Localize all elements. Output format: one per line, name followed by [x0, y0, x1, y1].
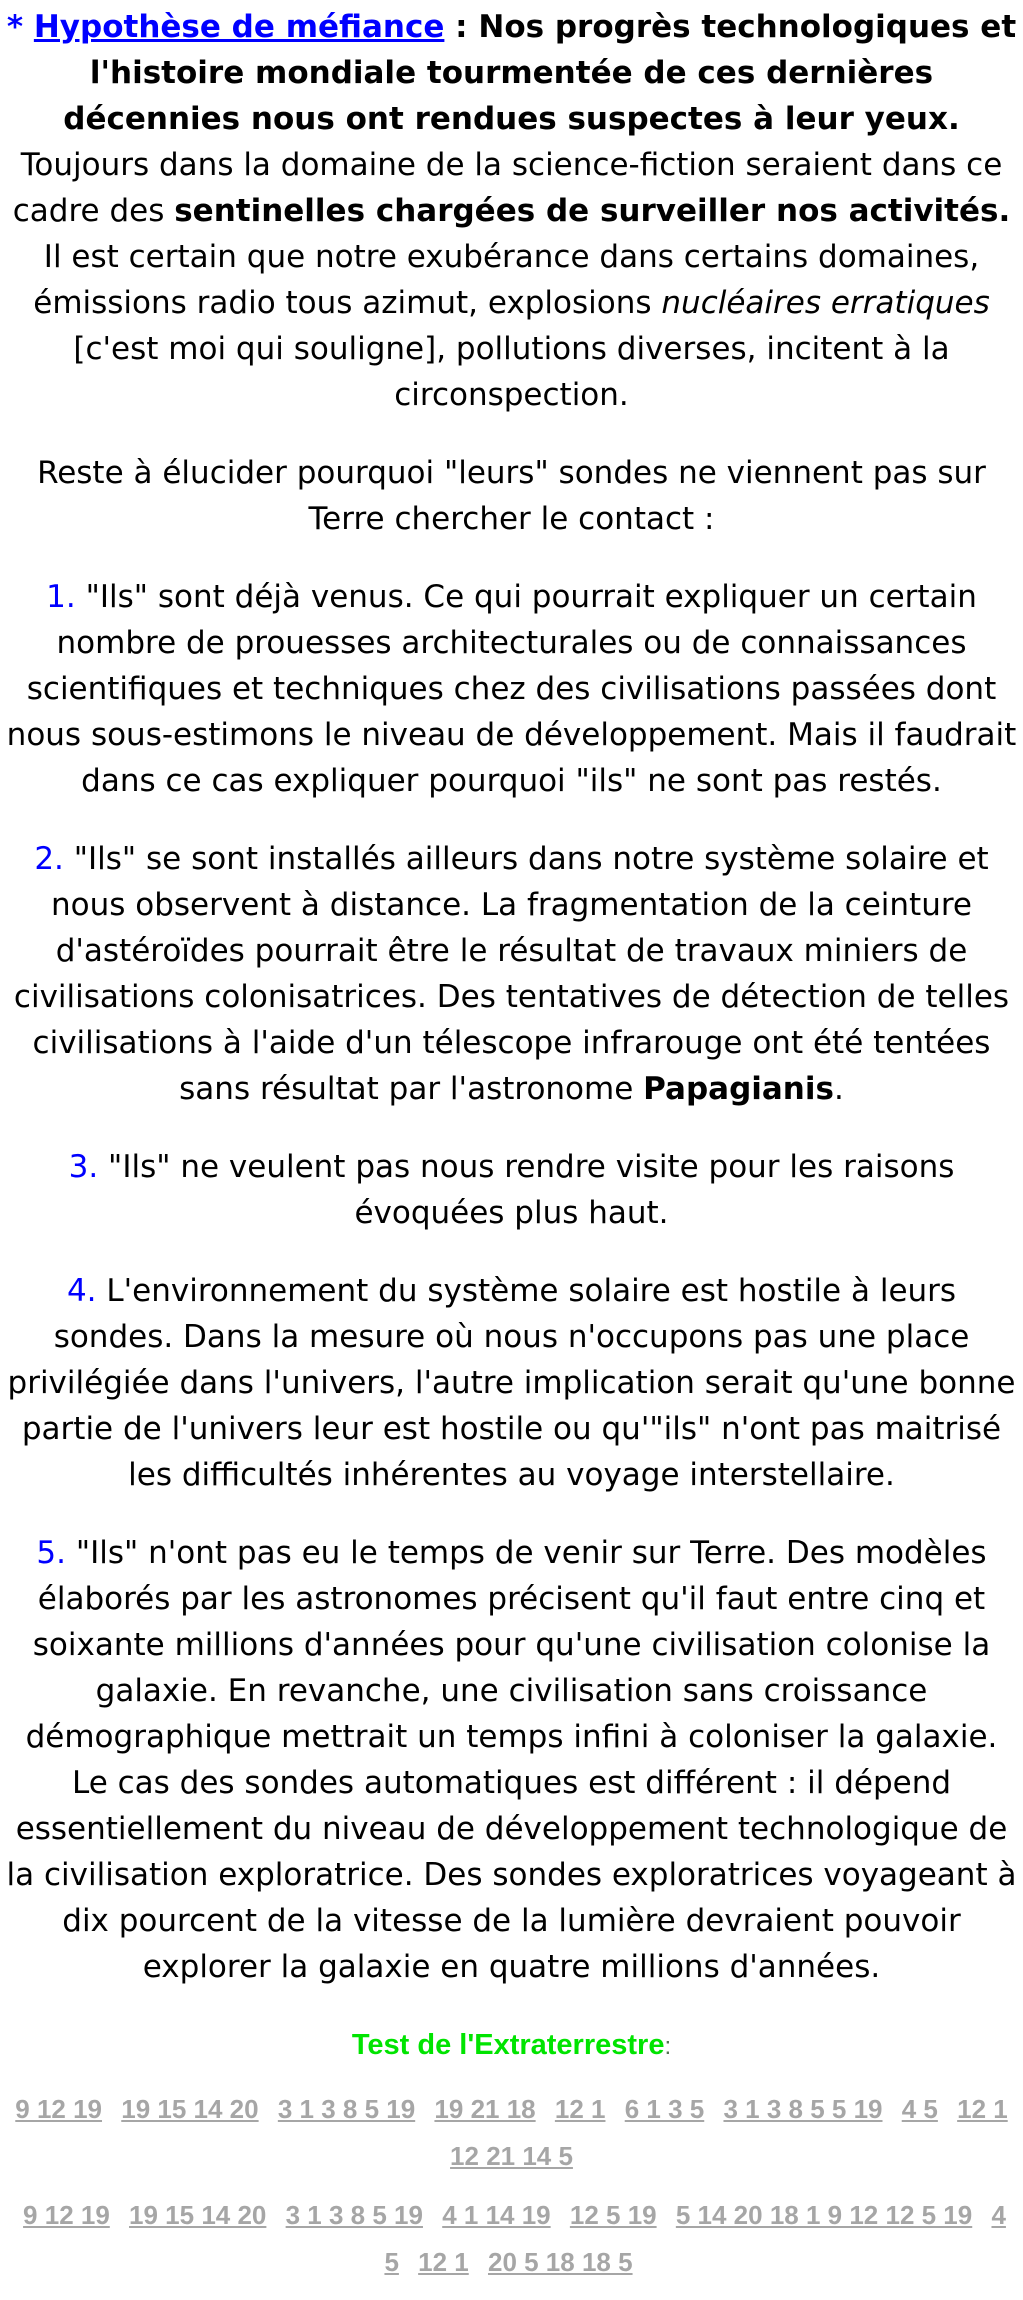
item-number-4: 4. [66, 1273, 97, 1309]
item-number-3: 3. [68, 1149, 99, 1185]
item-number-1: 1. [46, 579, 76, 615]
test-heading-text: Test de l'Extraterrestre [351, 2029, 665, 2061]
intro-bold-lead: : Nos progrès technologiques et l'histoire mondiale tourmentée de ces dernières décennies nous ont rendues suspectes à leur yeux. [63, 9, 1017, 137]
cipher-link[interactable]: 9 12 19 [15, 2094, 103, 2124]
cipher-link[interactable]: 12 5 19 [569, 2200, 657, 2230]
item-number-5: 5. [36, 1535, 66, 1571]
cipher-link[interactable]: 19 15 14 20 [129, 2200, 267, 2230]
cipher-link[interactable]: 19 21 18 [434, 2094, 536, 2124]
intro-bold-sentinelles: sentinelles chargées de surveiller nos activités. [174, 193, 1011, 229]
item-text-5: "Ils" n'ont pas eu le temps de venir sur Terre. Des modèles élaborés par les astronomes précisent qu'il faut entre cinq et soixante millions d'années pour qu'une civilisation colonise la galaxie. En revanche, une civilisation sans croissance démographique mettrait un temps infini à coloniser la galaxie. Le cas des sondes automatiques est différent : il dépend essentiellement du niveau de développement technologique de la civilisation exploratrice. Des sondes exploratrices voyageant à dix pourcent de la vitesse de la lumière devraient pouvoir explorer la galaxie en quatre millions d'années. [6, 1535, 1017, 1985]
cipher-row-1 [6, 2086, 1017, 2180]
cipher-link[interactable]: 19 15 14 20 [121, 2094, 259, 2124]
cipher-link[interactable]: 3 1 3 8 5 19 [277, 2094, 416, 2124]
test-heading [6, 2028, 1017, 2064]
intro-italic-nucleaires: nucléaires erratiques [661, 285, 990, 321]
cipher-link[interactable]: 5 14 20 18 1 9 12 12 5 19 [675, 2200, 973, 2230]
item-text-1: "Ils" sont déjà venus. Ce qui pourrait expliquer un certain nombre de prouesses architecturales ou de connaissances scientifiques et techniques chez des civilisations passées dont nous sous-estimons le niveau de développement. Mais il faudrait dans ce cas expliquer pourquoi "ils" ne sont pas restés. [6, 579, 1017, 799]
list-item-3 [6, 1144, 1017, 1236]
intro-asterisk: * [6, 9, 34, 45]
item-text-4: L'environnement du système solaire est hostile à leurs sondes. Dans la mesure où nous n'occupons pas une place privilégiée dans l'univers, l'autre implication serait qu'une bonne partie de l'univers leur est hostile ou qu'"ils" n'ont pas maitrisé les difficultés inhérentes au voyage interstellaire. [7, 1273, 1016, 1493]
cipher-link[interactable]: 4 5 [901, 2094, 938, 2124]
cipher-link[interactable]: 12 1 [554, 2094, 606, 2124]
cipher-link[interactable]: 3 1 3 8 5 5 19 [723, 2094, 883, 2124]
item-text-2: "Ils" se sont installés ailleurs dans notre système solaire et nous observent à distance. La fragmentation de la ceinture d'astéroïdes pourrait être le résultat de travaux miniers de civilisations colonisatrices. Des tentatives de détection de telles civilisations à l'aide d'un télescope infrarouge ont été tentées sans résultat par l'astronome [13, 841, 1010, 1107]
cipher-section [6, 2086, 1017, 2286]
list-item-2 [6, 836, 1017, 1112]
cipher-link[interactable]: 4 1 14 19 [442, 2200, 551, 2230]
item-text-2-tail: . [833, 1071, 844, 1107]
article [6, 0, 1017, 2300]
cipher-link[interactable]: 3 1 3 8 5 19 [285, 2200, 423, 2230]
list-item-4 [6, 1268, 1017, 1498]
test-heading-colon: : [664, 2033, 672, 2060]
intro-plain-1: Toujours dans la domaine de la science-fiction seraient dans ce cadre des [12, 147, 1003, 229]
cipher-row-2 [6, 2192, 1017, 2286]
list-item-5 [6, 1530, 1017, 1990]
paragraph-question: Reste à élucider pourquoi "leurs" sondes ne viennent pas sur Terre chercher le contact : [37, 455, 986, 537]
intro-plain-3: [c'est moi qui souligne], pollutions diverses, incitent à la circonspection. [73, 331, 950, 413]
cipher-link[interactable]: 4 5 [384, 2200, 1006, 2277]
list-item-1 [6, 574, 1017, 804]
item-text-3: "Ils" ne veulent pas nous rendre visite pour les raisons évoquées plus haut. [98, 1149, 955, 1231]
cipher-link[interactable]: 20 5 18 18 5 [487, 2247, 633, 2277]
astronomer-name: Papagianis [643, 1071, 834, 1107]
cipher-link[interactable]: 6 1 3 5 [624, 2094, 705, 2124]
cipher-link[interactable]: 9 12 19 [23, 2200, 110, 2230]
intro-plain-2: Il est certain que notre exubérance dans certains domaines, émissions radio tous azimut, explosions [33, 239, 980, 321]
item-number-2: 2. [34, 841, 64, 877]
hypothese-link[interactable]: Hypothèse de méfiance [33, 9, 445, 45]
cipher-link[interactable]: 12 21 14 5 [450, 2141, 573, 2171]
cipher-link[interactable]: 12 1 [418, 2247, 469, 2277]
paragraph-intro [6, 4, 1017, 418]
cipher-link[interactable]: 12 1 [957, 2094, 1008, 2124]
